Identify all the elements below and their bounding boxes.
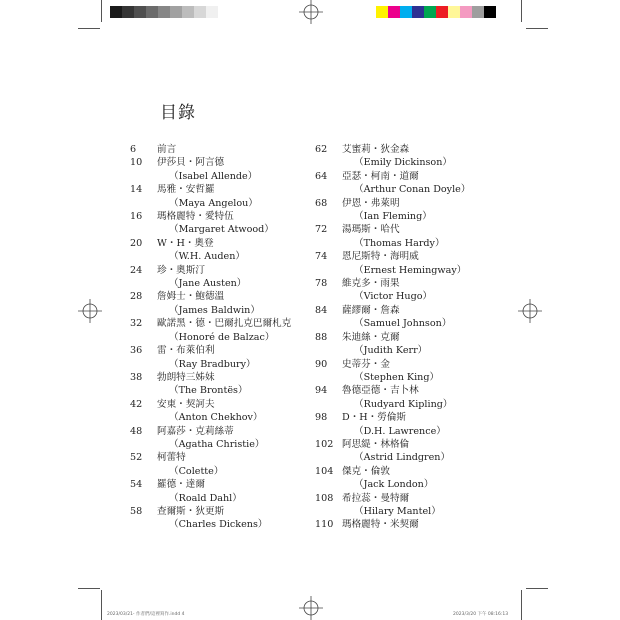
toc-page-number: 58	[130, 505, 143, 517]
toc-entry	[130, 451, 305, 478]
toc-author-name: 雷・布萊伯利	[157, 345, 215, 357]
toc-entry	[315, 170, 515, 197]
color-swatch	[206, 6, 218, 18]
toc-original-name: （Rudyard Kipling）	[354, 398, 453, 410]
toc-author-name: 史蒂芬・金	[342, 358, 390, 370]
toc-author-name: D・H・勞倫斯	[342, 412, 407, 424]
toc-original-name: （Honoré de Balzac）	[169, 331, 275, 343]
toc-author-name: 湯瑪斯・哈代	[342, 224, 400, 236]
toc-original-name: （Margaret Atwood）	[169, 224, 274, 236]
toc-entry	[315, 143, 515, 170]
toc-entry	[315, 277, 515, 304]
toc-original-name: （Ernest Hemingway）	[354, 264, 467, 276]
toc-original-name: （Thomas Hardy）	[354, 237, 445, 249]
toc-author-name: 歐諾黑・德・巴爾扎克巴爾札克	[157, 318, 292, 330]
toc-original-name: （W.H. Auden）	[169, 251, 245, 263]
toc-original-name: （Emily Dickinson）	[354, 157, 452, 169]
toc-author-name: 珍・奧斯汀	[157, 264, 205, 276]
toc-original-name: （Stephen King）	[354, 371, 440, 383]
crop-mark	[521, 590, 522, 620]
toc-page-number: 24	[130, 264, 143, 276]
toc-author-name: 馬雅・安哲羅	[157, 184, 215, 196]
color-swatch	[110, 6, 122, 18]
toc-entry	[315, 492, 515, 519]
toc-original-name: （D.H. Lawrence）	[354, 425, 446, 437]
toc-author-name: 詹姆士・鮑德溫	[157, 291, 225, 303]
toc-entry	[315, 518, 515, 531]
toc-left-column	[130, 143, 305, 532]
toc-author-name: 前言	[157, 144, 177, 155]
registration-mark-icon	[518, 299, 542, 323]
crop-mark	[78, 28, 100, 29]
toc-entry	[315, 438, 515, 465]
toc-original-name: （Anton Chekhov）	[169, 412, 263, 424]
toc-entry	[130, 371, 305, 398]
toc-author-name: 阿思緹・林格倫	[342, 438, 410, 450]
toc-author-name: 羅德・達爾	[157, 479, 205, 491]
toc-entry	[130, 183, 305, 210]
toc-original-name: （Astrid Lindgren）	[354, 452, 451, 464]
toc-author-name: 勃朗特三姊妹	[157, 371, 215, 383]
registration-mark-icon	[78, 299, 102, 323]
toc-author-name: 柯蕾特	[157, 452, 186, 464]
toc-author-name: 阿嘉莎・克莉絲蒂	[157, 425, 234, 437]
color-swatch	[146, 6, 158, 18]
color-swatch	[424, 6, 436, 18]
toc-author-name: 維克多・雨果	[342, 278, 400, 290]
toc-author-name: W・H・奧登	[157, 237, 214, 249]
crop-mark	[101, 590, 102, 620]
color-swatch	[436, 6, 448, 18]
color-swatch	[448, 6, 460, 18]
toc-author-name: 瑪格麗特・米契爾	[342, 519, 419, 531]
cmyk-color-bar	[376, 6, 496, 18]
crop-mark	[526, 28, 548, 29]
toc-page-number: 52	[130, 452, 143, 464]
toc-original-name: （Judith Kerr）	[354, 345, 428, 357]
crop-mark	[521, 0, 522, 22]
toc-original-name: （Colette）	[169, 465, 224, 477]
toc-entry	[130, 210, 305, 237]
toc-entry	[315, 411, 515, 438]
toc-author-name: 伊恩・弗萊明	[342, 197, 400, 209]
toc-entry	[315, 358, 515, 385]
toc-entry	[315, 465, 515, 492]
toc-original-name: （Victor Hugo）	[354, 291, 433, 303]
toc-page-number: 108	[315, 492, 334, 504]
toc-original-name: （Jane Austen）	[169, 278, 247, 290]
color-swatch	[472, 6, 484, 18]
toc-original-name: （Charles Dickens）	[169, 519, 268, 531]
toc-original-name: （Samuel Johnson）	[354, 318, 452, 330]
toc-original-name: （Jack London）	[354, 479, 434, 491]
toc-entry	[130, 290, 305, 317]
color-swatch	[484, 6, 496, 18]
toc-page-number: 104	[315, 465, 334, 477]
toc-entry	[315, 197, 515, 224]
toc-page-number: 10	[130, 157, 143, 169]
toc-entry	[315, 304, 515, 331]
toc-entry	[130, 237, 305, 264]
timestamp-slug: 2023/3/20 下午 08:16:13	[453, 612, 509, 617]
toc-entry	[130, 505, 305, 532]
toc-entry	[315, 384, 515, 411]
toc-page-number: 54	[130, 479, 143, 491]
color-swatch	[376, 6, 388, 18]
toc-author-name: 恩尼斯特・海明威	[342, 251, 419, 263]
toc-entry	[130, 317, 305, 344]
color-swatch	[388, 6, 400, 18]
toc-entry	[315, 331, 515, 358]
crop-mark	[78, 588, 100, 589]
toc-original-name: （Arthur Conan Doyle）	[354, 184, 471, 196]
toc-heading: 目錄	[160, 103, 196, 123]
toc-entry	[130, 344, 305, 371]
toc-original-name: （The Brontës）	[169, 385, 248, 397]
color-swatch	[170, 6, 182, 18]
toc-entry	[315, 250, 515, 277]
toc-page-number: 102	[315, 438, 334, 450]
toc-original-name: （Isabel Allende）	[169, 170, 258, 182]
toc-page-number: 48	[130, 425, 143, 437]
toc-original-name: （Maya Angelou）	[169, 197, 258, 209]
toc-entry	[130, 478, 305, 505]
toc-page-number: 110	[315, 519, 334, 531]
toc-original-name: （Agatha Christie）	[169, 438, 265, 450]
crop-mark	[101, 0, 102, 22]
color-swatch	[158, 6, 170, 18]
toc-author-name: 薩繆爾・詹森	[342, 304, 400, 316]
toc-entry	[130, 425, 305, 452]
toc-page-number: 38	[130, 371, 143, 383]
toc-entry	[130, 264, 305, 291]
toc-author-name: 安東・契訶夫	[157, 398, 215, 410]
toc-page-number: 16	[130, 211, 143, 223]
toc-entry	[130, 398, 305, 425]
toc-page-number: 32	[130, 318, 143, 330]
toc-page-number: 42	[130, 398, 143, 410]
toc-page-number: 98	[315, 412, 328, 424]
toc-page-number: 94	[315, 385, 328, 397]
crop-mark	[526, 588, 548, 589]
toc-original-name: （James Baldwin）	[169, 304, 260, 316]
registration-mark-icon	[299, 596, 323, 620]
toc-page-number: 78	[315, 278, 328, 290]
toc-entry	[315, 223, 515, 250]
toc-entry	[130, 143, 305, 156]
toc-right-column	[315, 143, 515, 532]
toc-page-number: 28	[130, 291, 143, 303]
toc-page-number: 88	[315, 331, 328, 343]
color-swatch	[412, 6, 424, 18]
toc-author-name: 希拉蕊・曼特爾	[342, 492, 410, 504]
toc-author-name: 魯德亞德・吉卜林	[342, 385, 419, 397]
toc-author-name: 傑克・倫敦	[342, 465, 390, 477]
toc-page-number: 20	[130, 237, 143, 249]
toc-page-number: 36	[130, 345, 143, 357]
toc-original-name: （Hilary Mantel）	[354, 505, 441, 517]
toc-original-name: （Ian Fleming）	[354, 211, 432, 223]
toc-page-number: 68	[315, 197, 328, 209]
toc-author-name: 亞瑟・柯南・道爾	[342, 170, 419, 182]
grayscale-color-bar	[110, 6, 218, 18]
color-swatch	[460, 6, 472, 18]
toc-page-number: 84	[315, 304, 328, 316]
color-swatch	[194, 6, 206, 18]
toc-page-number: 72	[315, 224, 328, 236]
color-swatch	[122, 6, 134, 18]
toc-author-name: 艾蜜莉・狄金森	[342, 144, 410, 155]
file-slug: 2023/03/21- 作者們/這裡寫作.indd 4	[107, 612, 185, 617]
toc-page-number: 6	[130, 144, 137, 155]
color-swatch	[400, 6, 412, 18]
toc-author-name: 查爾斯・狄更斯	[157, 505, 225, 517]
toc-author-name: 瑪格麗特・愛特伍	[157, 211, 234, 223]
toc-page-number: 90	[315, 358, 328, 370]
toc-author-name: 朱迪絲・克爾	[342, 331, 400, 343]
toc-page-number: 74	[315, 251, 328, 263]
toc-page-number: 64	[315, 170, 328, 182]
registration-mark-icon	[299, 0, 323, 24]
toc-original-name: （Roald Dahl）	[169, 492, 242, 504]
toc-entry	[130, 156, 305, 183]
toc-page-number: 62	[315, 144, 328, 155]
color-swatch	[182, 6, 194, 18]
toc-original-name: （Ray Bradbury）	[169, 358, 256, 370]
toc-page-number: 14	[130, 184, 143, 196]
color-swatch	[134, 6, 146, 18]
toc-author-name: 伊莎貝・阿言德	[157, 157, 225, 169]
